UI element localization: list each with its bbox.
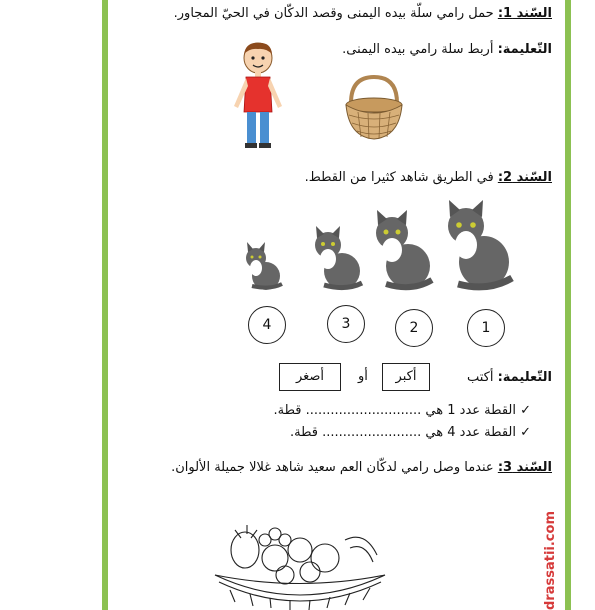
- left-green-border: [102, 0, 108, 610]
- boy-illustration: [228, 40, 288, 150]
- s1-instr-label: التّعليمة:: [497, 42, 552, 57]
- s2-instr-text: أكتب: [466, 370, 494, 385]
- site-watermark: drassatii.com: [543, 511, 558, 610]
- check-line-2: ✓ القطة عدد 4 هي ........................ قطة.: [290, 425, 531, 440]
- s1-text: حمل رامي سلّة بيده اليمنى وقصد الدكّان في الحيّ المجاور.: [173, 6, 494, 21]
- or-word: أو: [358, 369, 368, 384]
- cat-4-illustration: [240, 240, 285, 292]
- basket-illustration: [343, 75, 405, 145]
- s1-instruction: [342, 42, 552, 57]
- cat-number-circle-2: 2: [395, 309, 433, 347]
- s2-instr-label: التّعليمة:: [497, 370, 552, 385]
- cat-2-illustration: [370, 208, 435, 293]
- cat-number-circle-1: 1: [467, 309, 505, 347]
- cat-1-illustration: [440, 198, 515, 293]
- cat-number-circle-4: 4: [248, 306, 286, 344]
- fruit-basket-illustration: [205, 520, 395, 610]
- s2-text: في الطريق شاهد كثيرا من القطط.: [304, 170, 494, 185]
- s1-label: السّند 1:: [497, 6, 552, 21]
- s2-label: السّند 2:: [497, 170, 552, 185]
- s2-instruction: [467, 370, 552, 385]
- s1-line: [174, 6, 552, 21]
- s1-instr-text: أربط سلة رامي بيده اليمنى.: [342, 42, 494, 57]
- cat-number-circle-3: 3: [327, 305, 365, 343]
- cat-3-illustration: [310, 225, 365, 293]
- word-box-bigger: أكبر: [382, 363, 430, 391]
- s3-text: عندما وصل رامي لدكّان العم سعيد شاهد غلالا جميلة الألوان.: [171, 460, 494, 475]
- right-green-border: [565, 0, 571, 610]
- check-line-1: ✓ القطة عدد 1 هي ............................ قطة.: [273, 403, 531, 418]
- s3-line: [171, 460, 552, 475]
- s3-label: السّند 3:: [497, 460, 552, 475]
- s2-line: [305, 170, 552, 185]
- word-box-smaller: أصغر: [279, 363, 341, 391]
